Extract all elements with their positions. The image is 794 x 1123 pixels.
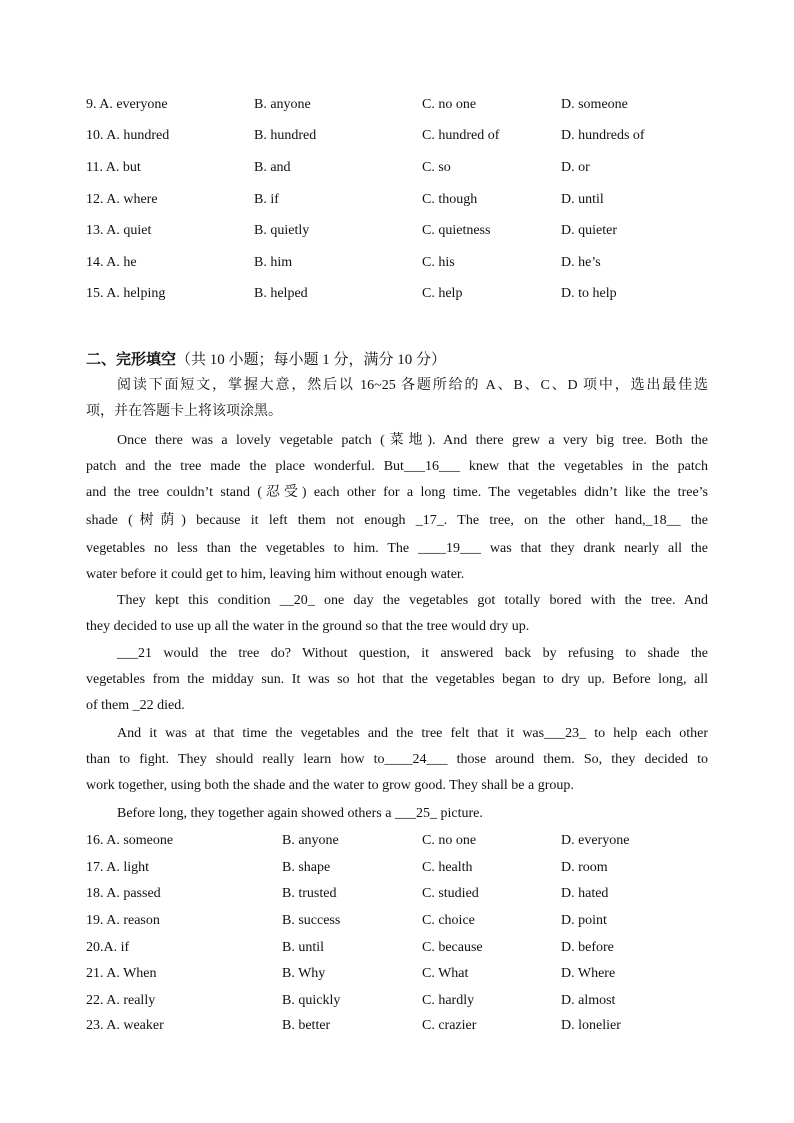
question-row xyxy=(0,964,794,984)
passage-line: of them _22 died. xyxy=(86,698,185,713)
passage-line: ___21 would the tree do? Without question, it answered back by refusing to shade the xyxy=(117,646,708,661)
option-c: C. studied xyxy=(422,886,479,901)
option-b: B. trusted xyxy=(282,886,337,901)
option-a: 10. A. hundred xyxy=(86,128,170,143)
option-a: 21. A. When xyxy=(86,966,157,981)
option-a: 13. A. quiet xyxy=(86,223,152,238)
option-c: C. no one xyxy=(422,97,477,112)
option-c: C. health xyxy=(422,860,473,875)
option-d: D. room xyxy=(561,860,608,875)
option-b: B. and xyxy=(254,160,291,175)
option-a: 9. A. everyone xyxy=(86,97,168,112)
option-d: D. quieter xyxy=(561,223,617,238)
option-a: 14. A. he xyxy=(86,255,137,270)
passage-paragraph xyxy=(86,588,708,640)
passage-paragraph xyxy=(86,428,708,588)
option-d: D. he’s xyxy=(561,255,601,270)
question-row xyxy=(0,221,794,241)
instruction-line: 阅读下面短文，掌握大意，然后以 16~25 各题所给的 A、B、C、D 项中，选出最佳选 xyxy=(117,378,708,393)
option-b: B. anyone xyxy=(254,97,311,112)
option-c: C. so xyxy=(422,160,451,175)
question-row xyxy=(0,938,794,958)
option-d: D. before xyxy=(561,940,614,955)
option-d: D. point xyxy=(561,913,607,928)
option-d: D. someone xyxy=(561,97,628,112)
question-row xyxy=(0,253,794,273)
passage-line: than to fight. They should really learn how to____24___ those around them. So, they decided to xyxy=(86,752,708,767)
question-row xyxy=(0,284,794,304)
question-row xyxy=(0,95,794,115)
question-row xyxy=(0,858,794,878)
option-c: C. What xyxy=(422,966,469,981)
option-b: B. Why xyxy=(282,966,326,981)
passage-line: patch and the tree made the place wonderful. But___16___ knew that the vegetables in the patch xyxy=(86,459,708,474)
passage-line: vegetables from the midday sun. It was so hot that the vegetables began to dry up. Before long, all xyxy=(86,672,708,687)
option-d: D. almost xyxy=(561,993,616,1008)
option-a: 20.A. if xyxy=(86,940,130,955)
question-row xyxy=(0,126,794,146)
option-c: C. his xyxy=(422,255,455,270)
option-b: B. anyone xyxy=(282,833,339,848)
option-a: 11. A. but xyxy=(86,160,141,175)
option-d: D. to help xyxy=(561,286,617,301)
option-a: 17. A. light xyxy=(86,860,150,875)
option-d: D. everyone xyxy=(561,833,630,848)
option-d: D. hated xyxy=(561,886,609,901)
passage-line: They kept this condition __20_ one day the vegetables got totally bored with the tree. And xyxy=(117,593,708,608)
section-title-rest: （共 10 小题；每小题 1 分，满分 10 分） xyxy=(176,352,447,368)
option-d: D. or xyxy=(561,160,590,175)
option-b: B. hundred xyxy=(254,128,317,143)
option-b: B. him xyxy=(254,255,293,270)
option-a: 15. A. helping xyxy=(86,286,166,301)
question-row xyxy=(0,911,794,931)
option-d: D. Where xyxy=(561,966,616,981)
option-c: C. hardly xyxy=(422,993,475,1008)
option-a: 16. A. someone xyxy=(86,833,174,848)
option-d: D. until xyxy=(561,192,604,207)
option-a: 23. A. weaker xyxy=(86,1018,164,1033)
question-row xyxy=(0,190,794,210)
option-d: D. lonelier xyxy=(561,1018,621,1033)
option-b: B. until xyxy=(282,940,325,955)
option-a: 22. A. really xyxy=(86,993,156,1008)
section-heading xyxy=(86,349,446,371)
option-b: B. if xyxy=(254,192,279,207)
passage-line: And it was at that time the vegetables and the tree felt that it was___23_ to help each other xyxy=(117,726,708,741)
passage-paragraph xyxy=(86,801,708,827)
option-d: D. hundreds of xyxy=(561,128,645,143)
passage-line: water before it could get to him, leaving him without enough water. xyxy=(86,567,465,582)
passage-paragraph xyxy=(86,721,708,799)
option-b: B. better xyxy=(282,1018,331,1033)
option-c: C. hundred of xyxy=(422,128,500,143)
question-row xyxy=(0,884,794,904)
option-b: B. quickly xyxy=(282,993,341,1008)
instruction xyxy=(86,373,708,425)
option-b: B. shape xyxy=(282,860,331,875)
passage-line: they decided to use up all the water in the ground so that the tree would dry up. xyxy=(86,619,530,634)
instruction-line: 项，并在答题卡上将该项涂黑。 xyxy=(86,404,282,419)
passage-line: work together, using both the shade and the water to grow good. They shall be a group. xyxy=(86,778,574,793)
option-a: 18. A. passed xyxy=(86,886,161,901)
question-row xyxy=(0,831,794,851)
question-row xyxy=(0,158,794,178)
option-c: C. choice xyxy=(422,913,475,928)
passage-line: and the tree couldn’t stand (忍受) each other for a long time. The vegetables didn’t like the tree’s xyxy=(86,485,708,500)
question-row xyxy=(0,1016,794,1036)
section-title-bold: 二、完形填空 xyxy=(86,352,177,368)
option-c: C. crazier xyxy=(422,1018,477,1033)
passage-line: shade (树荫) because it left them not enough _17_. The tree, on the other hand,_18__ the xyxy=(86,513,708,528)
question-row xyxy=(0,991,794,1011)
option-b: B. quietly xyxy=(254,223,310,238)
option-b: B. helped xyxy=(254,286,308,301)
option-a: 12. A. where xyxy=(86,192,158,207)
option-c: C. though xyxy=(422,192,478,207)
option-c: C. because xyxy=(422,940,483,955)
option-c: C. quietness xyxy=(422,223,491,238)
passage-paragraph xyxy=(86,641,708,719)
option-c: C. help xyxy=(422,286,463,301)
option-b: B. success xyxy=(282,913,341,928)
passage-line: vegetables no less than the vegetables to him. The ____19___ was that they drank nearly all the xyxy=(86,541,708,556)
passage-line: Once there was a lovely vegetable patch (菜地). And there grew a very big tree. Both the xyxy=(117,433,708,448)
option-c: C. no one xyxy=(422,833,477,848)
passage-line: Before long, they together again showed others a ___25_ picture. xyxy=(117,806,483,821)
option-a: 19. A. reason xyxy=(86,913,160,928)
